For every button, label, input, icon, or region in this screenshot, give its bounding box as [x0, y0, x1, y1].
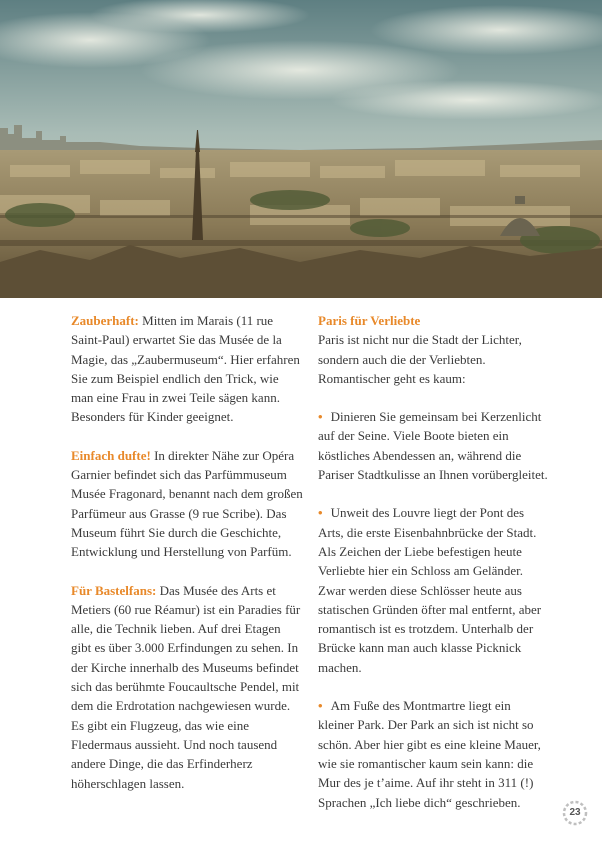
section-heading: Paris für Verliebte [318, 313, 421, 328]
bullet-icon: • [318, 505, 323, 521]
bullet-icon: • [318, 698, 323, 714]
bullet-item [318, 503, 550, 677]
paragraph-bastelfans [71, 581, 303, 793]
paris-skyline-photo [0, 0, 602, 298]
paragraph-einfach-dufte [71, 446, 303, 562]
intro-text: Paris ist nicht nur die Stadt der Lichter, sondern auch die der Verliebten. Romantischer geht es kaum: [318, 332, 522, 386]
bullet-text: Dinieren Sie gemeinsam bei Kerzenlicht auf der Seine. Viele Boote bieten ein köstliches Abendessen an, während die Pariser Stadtkulisse an Ihnen vorübergleitet. [318, 409, 548, 483]
paragraph-zauberhaft [71, 311, 303, 427]
lead-label: Einfach dufte! [71, 447, 151, 463]
page-number: 23 [569, 807, 581, 818]
lead-label: Zauberhaft: [71, 313, 139, 328]
bullet-item [318, 407, 550, 484]
bullet-text: Unweit des Louvre liegt der Pont des Arts, die erste Eisenbahnbrücke der Stadt. Als Zeichen der Liebe befestigen heute Verliebte hier ein Schloss am Geländer. Zwar werden diese Schlösser heute aus statischen Gründen öfter mal entfernt, aber romantisch ist es trotzdem. Unterhalb der Brücke kann man auch klasse Picknick machen. [318, 505, 542, 675]
lead-label: Für Bastelfans: [71, 582, 157, 598]
hero-image-paris-skyline [0, 0, 602, 298]
right-column [318, 311, 550, 831]
paragraph-text: Mitten im Marais (11 rue Saint-Paul) erwartet Sie das Musée de la Magie, das „Zaubermuseum“. Hier erfahren Sie zum Beispiel endlich den Trick, wie man eine Frau in zwei Teile sägen kann. Besonders für Kinder geeignet. [71, 313, 300, 425]
paragraph-text: In direkter Nähe zur Opéra Garnier befindet sich das Parfümmuseum Musée Fragonard, benannt nach dem großen Parfümeur aus Grasse (9 rue Scribe). Das Museum führt Sie durch die Geschichte, Entwicklung und Herstellung von Parfüm. [71, 447, 303, 560]
bullet-item [318, 696, 550, 812]
page-number-badge [561, 799, 589, 827]
paragraph-text: Das Musée des Arts et Metiers (60 rue Réamur) ist ein Paradies für alle, die Technik lieben. Auf drei Etagen gibt es über 3.000 Erfindungen zu sehen. In der Kirche innerhalb des Museums befindet sich das berühmte Foucaultsche Pendel, mit dem die Erdrotation nachgewiesen wurde. Es gibt ein Flugzeug, das wie eine Fledermaus aussieht. Und noch tausend andere Dinge, die das Erfinderherz höherschlagen lassen. [71, 582, 301, 791]
bullet-text: Am Fuße des Montmartre liegt ein kleiner Park. Der Park an sich ist nicht so schön. Aber hier gibt es eine kleine Mauer, wie sie romantischer kaum sein kann: die Mur des je t’aime. Auf ihr steht in 311 (!) Sprachen „Ich liebe dich“ geschrieben. [318, 698, 541, 810]
bullet-icon: • [318, 409, 323, 425]
left-column [71, 311, 303, 812]
